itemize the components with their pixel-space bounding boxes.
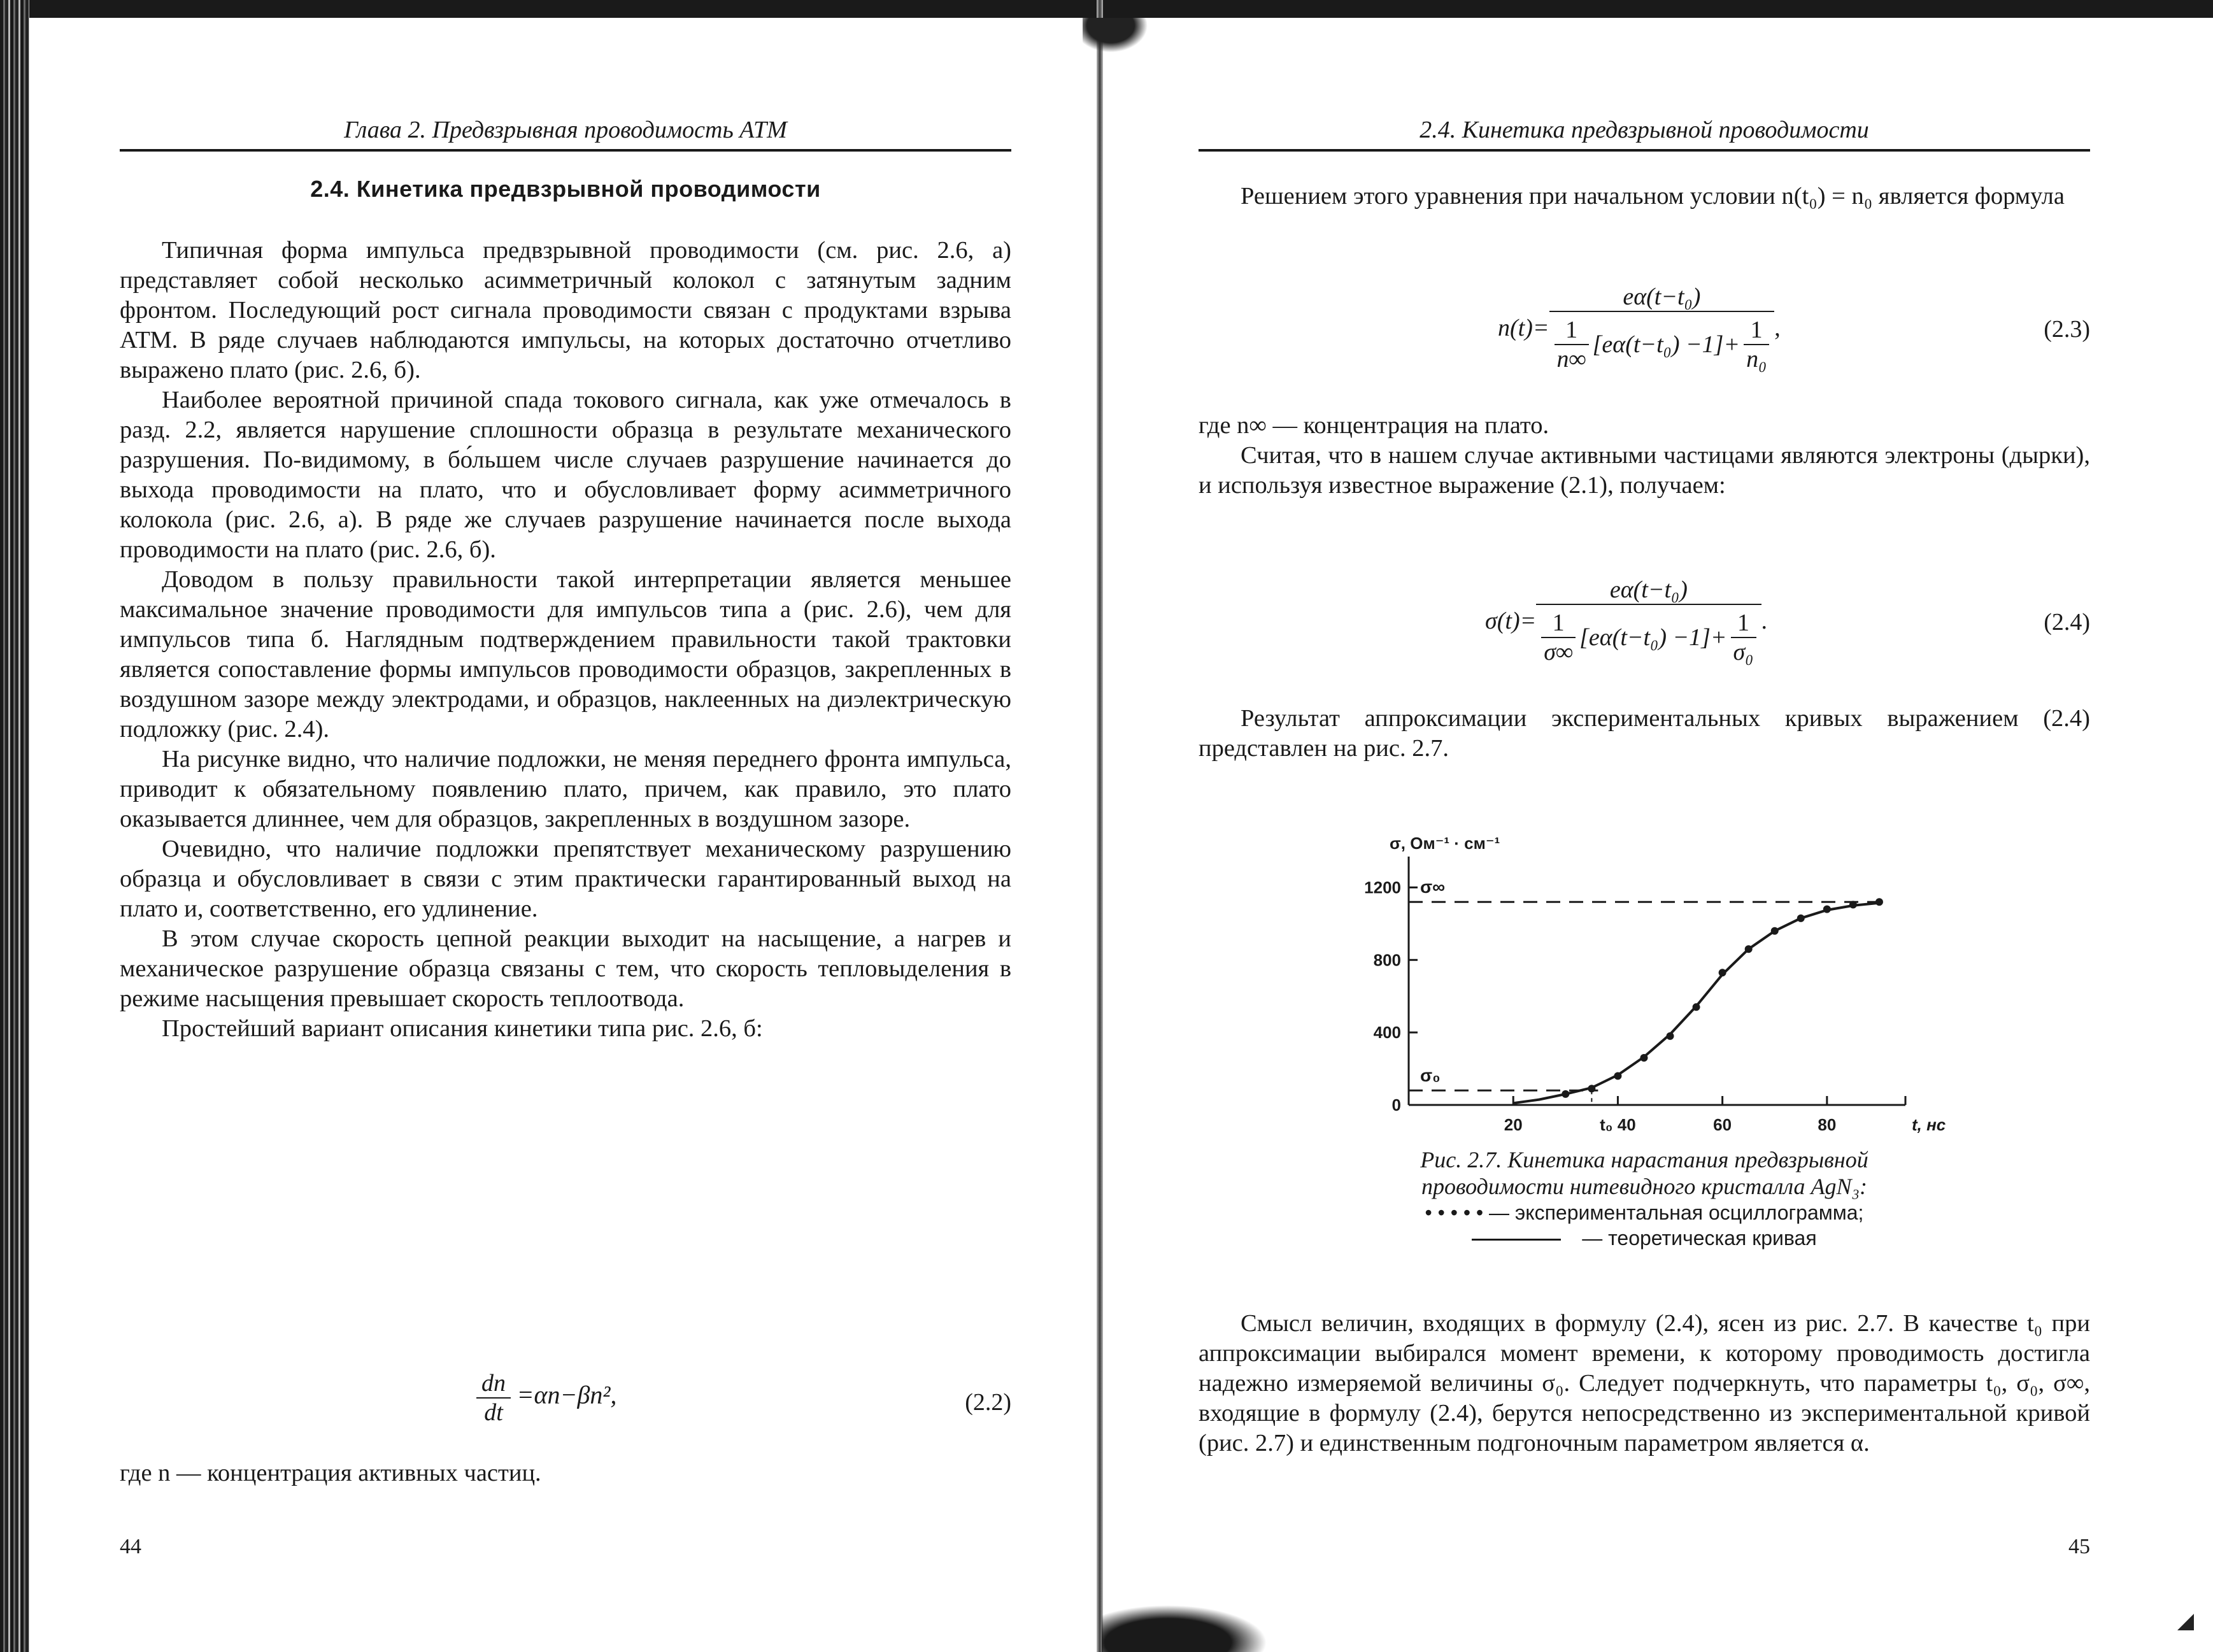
running-head: Глава 2. Предвзрывная проводимость АТМ <box>344 117 787 143</box>
page-number: 44 <box>120 1535 141 1558</box>
paragraph: где n∞ — концентрация на плато. <box>1199 412 1549 439</box>
equation-lhs: n(t)= <box>1498 315 1549 341</box>
gutter-mark <box>1102 1605 1267 1652</box>
equation-lhs: σ(t)= <box>1485 608 1537 634</box>
fraction-denominator: σ∞ <box>1544 639 1574 666</box>
x-axis-label: t, нс <box>1912 1115 1946 1134</box>
y-tick-label: 0 <box>1391 1095 1401 1114</box>
main-fraction <box>1536 576 1761 666</box>
small-fraction <box>1731 609 1756 666</box>
body-text <box>1199 704 2090 764</box>
small-fraction <box>1744 316 1769 373</box>
y-tick-label: 400 <box>1373 1023 1401 1043</box>
equation-tail: . <box>1761 608 1767 634</box>
caption-line: проводимости нитевидного кристалла AgN₃: <box>1421 1174 1867 1199</box>
equation-number: (2.3) <box>2044 316 2090 343</box>
legend-line-symbol <box>1472 1239 1561 1241</box>
fraction-denominator <box>1549 312 1775 373</box>
gutter-mark <box>1083 18 1153 56</box>
experimental-point <box>1823 906 1831 913</box>
experimental-point <box>1849 901 1857 909</box>
corner-mark <box>2177 1614 2194 1630</box>
experimental-point <box>1588 1085 1595 1092</box>
fraction-denominator: n₀ <box>1746 346 1767 373</box>
fraction-denominator <box>1536 605 1761 666</box>
paragraph: Решением этого уравнения при начальном условии n(t₀) = n₀ является формула <box>1241 183 2065 210</box>
legend-dots-symbol: • • • • • <box>1425 1201 1484 1224</box>
legend-line-text: — теоретическая кривая <box>1582 1227 1817 1250</box>
figure-caption <box>1199 1146 2090 1251</box>
equation-rhs: =αn−βn², <box>516 1380 617 1409</box>
sigma-0-label: σ₀ <box>1420 1065 1441 1086</box>
bracket-term: [eα(t−t₀) −1]+ <box>1592 331 1740 358</box>
equation-tail: , <box>1774 315 1781 341</box>
equation-2-2 <box>120 1369 1011 1439</box>
equation-2-4 <box>1199 548 2090 694</box>
running-head: 2.4. Кинетика предвзрывной проводимости <box>1420 117 1869 143</box>
paragraph: где n — концентрация активных частиц. <box>120 1460 541 1486</box>
theoretical-curve <box>1513 903 1879 1104</box>
experimental-point <box>1640 1054 1647 1062</box>
fraction-numerator: dn <box>476 1369 511 1399</box>
fraction-denominator: σ₀ <box>1733 639 1754 666</box>
y-tick-label: 1200 <box>1364 878 1401 897</box>
legend-entry-line <box>1199 1225 2090 1251</box>
equation-number: (2.2) <box>965 1389 1011 1416</box>
fraction-numerator: 1 <box>1541 609 1576 638</box>
x-tick-label: 60 <box>1713 1115 1732 1134</box>
paragraph: Доводом в пользу правильности такой интерпретации является меньшее максимальное значение проводимости для импульсов типа а (рис. 2.6), чем для импульсов типа б. Наглядным подтверждением правильности такой трактовки является сопоставление формы импульсов проводимости образцов, закрепленных в воздушном зазоре между электродами, и образцов, наклеенных на диэлектрическую подложку (рис. 2.4). <box>120 566 1011 743</box>
experimental-point <box>1667 1032 1674 1040</box>
experimental-point <box>1614 1072 1621 1079</box>
experimental-point <box>1693 1003 1700 1011</box>
equation-2-3 <box>1199 255 2090 401</box>
head-rule <box>120 149 1011 152</box>
book-gutter <box>1097 0 1103 1652</box>
paragraph: Результат аппроксимации экспериментальных кривых выражением (2.4) представлен на рис. 2.7. <box>1199 705 2090 762</box>
sigma-inf-label: σ∞ <box>1420 877 1446 897</box>
x-tick-label: t₀ 40 <box>1600 1115 1636 1134</box>
body-text <box>1199 411 2090 501</box>
body-text <box>120 236 1011 1044</box>
experimental-point <box>1875 898 1883 906</box>
fraction-numerator: 1 <box>1731 609 1756 638</box>
section-title: 2.4. Кинетика предвзрывной проводимости <box>310 176 821 202</box>
experimental-point <box>1719 969 1726 976</box>
scan-border-top <box>0 0 2213 18</box>
experimental-point <box>1797 915 1805 922</box>
main-fraction <box>1549 283 1775 373</box>
paragraph: В этом случае скорость цепной реакции выходит на насыщение, а нагрев и механическое разрушение образца связаны с тем, что скорость тепловыделения в режиме насыщения превышает скорость теплоотвода. <box>120 925 1011 1012</box>
paragraph: Смысл величин, входящих в формулу (2.4), ясен из рис. 2.7. В качестве t₀ при аппроксимации выбирался момент времени, к которому проводимость достигла надежно измеряемой величины σ₀. Следует подчеркнуть, что параметры t₀, σ₀, σ∞, входящие в формулу (2.4), берутся непосредственно из экспериментальной кривой (рис. 2.7) и единственным подгоночным параметром является α. <box>1199 1310 2090 1456</box>
x-tick-label: 20 <box>1504 1115 1523 1134</box>
fraction-numerator: eα(t−t₀) <box>1549 283 1775 312</box>
equation-number: (2.4) <box>2044 609 2090 636</box>
paragraph: На рисунке видно, что наличие подложки, не меняя переднего фронта импульса, приводит к обязательному появлению плато, причем, как правило, это плато оказывается длиннее, чем для образцов, закрепленных в воздушном зазоре. <box>120 746 1011 832</box>
y-tick-label: 800 <box>1373 950 1401 970</box>
paragraph: Наиболее вероятной причиной спада токового сигнала, как уже отмечалось в разд. 2.2, является нарушение сплошности образца в результате механического разрушения. По-видимому, в бо́льшем числе случаев разрушение начинается до выхода проводимости на плато, что и обусловливает форму асимметричного колокола (рис. 2.6, а). В ряде же случаев разрушение начинается после выхода проводимости на плато (рис. 2.6, б). <box>120 387 1011 563</box>
experimental-point <box>1771 927 1779 935</box>
paragraph: Очевидно, что наличие подложки препятствует механическому разрушению образца и обусловливает в связи с этим практически гарантированный выход на плато и, соответственно, его удлинение. <box>120 836 1011 922</box>
legend-dots-text: — экспериментальная осциллограмма; <box>1489 1201 1864 1224</box>
body-text <box>120 1458 1011 1488</box>
caption-line: Рис. 2.7. Кинетика нарастания предвзрывной <box>1420 1147 1868 1172</box>
bracket-term: [eα(t−t₀) −1]+ <box>1579 624 1727 651</box>
experimental-point <box>1562 1090 1569 1098</box>
fraction-denominator: dt <box>484 1399 503 1426</box>
paragraph: Считая, что в нашем случае активными частицами являются электроны (дырки), и используя известное выражение (2.1), получаем: <box>1199 442 2090 499</box>
fraction-numerator: eα(t−t₀) <box>1536 576 1761 605</box>
derivative-fraction <box>476 1369 511 1427</box>
fraction-denominator: n∞ <box>1556 346 1586 373</box>
fraction-numerator: 1 <box>1555 316 1589 345</box>
small-fraction <box>1541 609 1576 666</box>
head-rule <box>1199 149 2090 152</box>
legend-entry-dots <box>1199 1200 2090 1225</box>
body-text <box>1199 1309 2090 1458</box>
paragraph: Типичная форма импульса предвзрывной проводимости (см. рис. 2.6, а) представляет собой несколько асимметричный колокол с затянутым задним фронтом. Последующий рост сигнала проводимости связан с продуктами взрыва АТМ. В ряде случаев наблюдаются импульсы, на которых достаточно отчетливо выражено плато (рис. 2.6, б). <box>120 237 1011 383</box>
page-number: 45 <box>2068 1535 2090 1558</box>
fraction-numerator: 1 <box>1744 316 1769 345</box>
x-tick-label: 80 <box>1818 1115 1837 1134</box>
paragraph: Простейший вариант описания кинетики типа рис. 2.6, б: <box>162 1015 763 1042</box>
scan-border-left <box>0 0 29 1652</box>
body-text <box>1199 182 2090 211</box>
y-axis-label: σ, Ом⁻¹ · см⁻¹ <box>1390 834 1500 853</box>
experimental-point <box>1745 945 1753 953</box>
small-fraction <box>1555 316 1589 373</box>
